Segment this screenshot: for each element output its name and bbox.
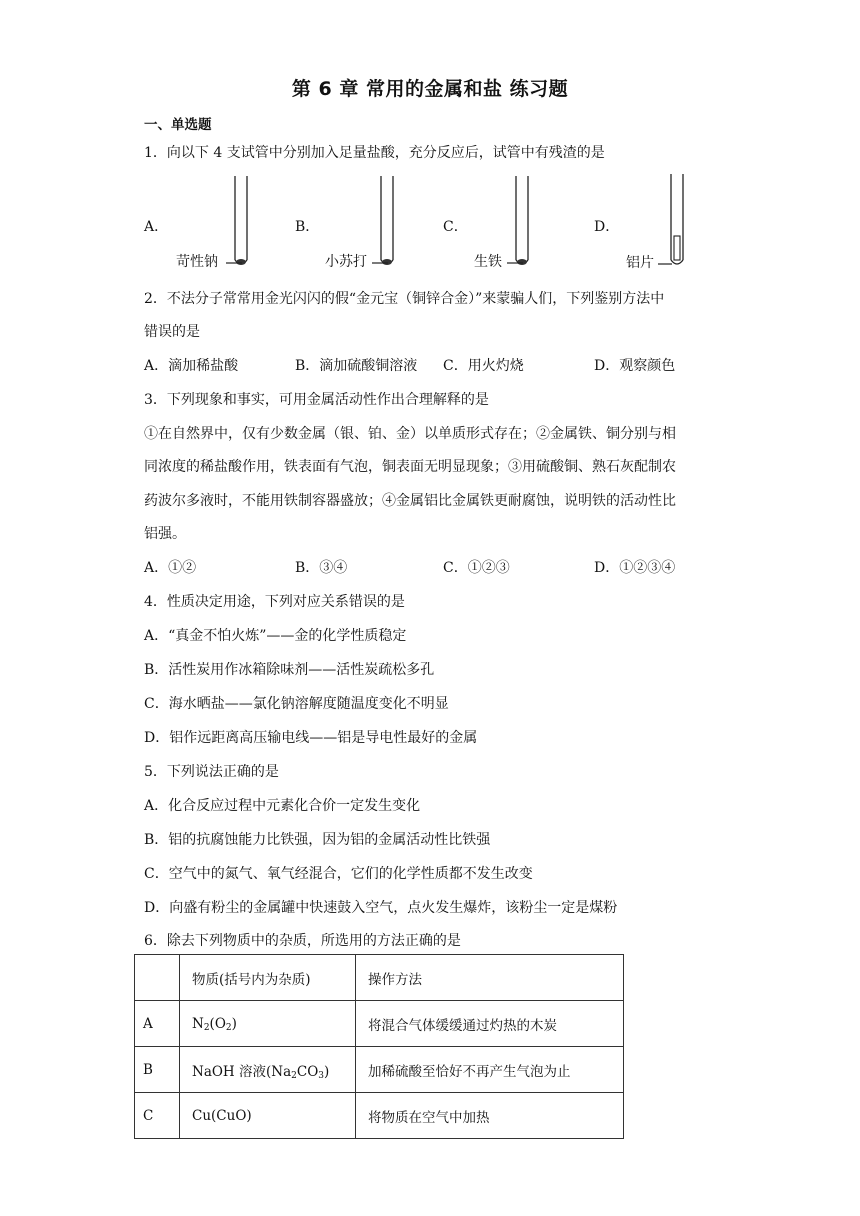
q5-option-a: A．化合反应过程中元素化合价一定发生变化 — [144, 798, 421, 814]
q5-option-c: C．空气中的氮气、氧气经混合，它们的化学性质都不发生改变 — [144, 866, 533, 882]
label-pointer-d — [658, 261, 674, 267]
q1-option-a-label: 苛性钠 — [176, 254, 218, 270]
q5-stem: 5．下列说法正确的是 — [144, 764, 279, 780]
q1-option-c-label: 生铁 — [474, 254, 502, 270]
q1-option-d-label: 铝片 — [626, 255, 654, 271]
table-header-row — [135, 955, 624, 1001]
q6-table — [134, 954, 624, 1139]
row-substance: NaOH 溶液$(Na_2CO_3)$ — [180, 1047, 356, 1093]
q5-option-d: D．向盛有粉尘的金属罐中快速鼓入空气，点火发生爆炸，该粉尘一定是煤粉 — [144, 900, 618, 916]
row-key: C — [135, 1093, 180, 1139]
q1-option-a-letter: A． — [144, 219, 169, 235]
label-pointer-c — [507, 260, 525, 266]
q3-body-line-1: ①在自然界中，仅有少数金属（银、铂、金）以单质形式存在；②金属铁、铜分别与相 — [144, 426, 676, 442]
q1-option-c-letter: C． — [443, 219, 468, 235]
q1-stem: 1．向以下 4 支试管中分别加入足量盐酸，充分反应后，试管中有残渣的是 — [144, 145, 605, 161]
q2-stem-line-2: 错误的是 — [144, 324, 200, 340]
label-pointer-b — [372, 260, 390, 266]
test-tube-c-icon — [513, 174, 537, 270]
table-header-cell: 物质(括号内为杂质) — [180, 955, 356, 1001]
q1-option-b-label: 小苏打 — [325, 254, 367, 270]
q4-option-a: A．“真金不怕火炼”——金的化学性质稳定 — [144, 628, 407, 644]
row-method: 加稀硫酸至恰好不再产生气泡为止 — [356, 1047, 624, 1093]
row-substance: Cu(CuO) — [180, 1093, 356, 1139]
q4-stem: 4．性质决定用途，下列对应关系错误的是 — [144, 594, 405, 610]
q2-option-a: A．滴加稀盐酸 — [144, 358, 239, 374]
q6-stem: 6．除去下列物质中的杂质，所选用的方法正确的是 — [144, 933, 461, 949]
label-pointer-a — [226, 260, 244, 266]
q3-option-c: C．①②③ — [443, 560, 510, 576]
q2-stem-line-1: 2．不法分子常常用金光闪闪的假“金元宝（铜锌合金）”来蒙骗人们，下列鉴别方法中 — [144, 291, 665, 307]
q2-option-c: C．用火灼烧 — [443, 358, 524, 374]
q2-option-b: B．滴加硫酸铜溶液 — [295, 358, 418, 374]
test-tube-b-icon — [378, 174, 402, 270]
q4-option-b: B．活性炭用作冰箱除味剂——活性炭疏松多孔 — [144, 662, 435, 678]
q3-option-b: B．③④ — [295, 560, 348, 576]
test-tube-a-icon — [232, 174, 256, 270]
row-method: 将混合气体缓缓通过灼热的木炭 — [356, 1001, 624, 1047]
section-heading: 一、单选题 — [144, 117, 212, 133]
row-substance: $N_2(O_2)$ — [180, 1001, 356, 1047]
q5-option-b: B．铝的抗腐蚀能力比铁强，因为铝的金属活动性比铁强 — [144, 832, 491, 848]
row-key: A — [135, 1001, 180, 1047]
table-row — [135, 1001, 624, 1047]
q4-option-d: D．铝作远距离高压输电线——铝是导电性最好的金属 — [144, 730, 478, 746]
q3-option-d: D．①②③④ — [594, 560, 676, 576]
q3-body-line-4: 铝强。 — [144, 526, 186, 542]
q3-body-line-2: 同浓度的稀盐酸作用，铁表面有气泡，铜表面无明显现象；③用硫酸铜、熟石灰配制农 — [144, 459, 676, 475]
row-method: 将物质在空气中加热 — [356, 1093, 624, 1139]
page-title: 第 6 章 常用的金属和盐 练习题 — [291, 78, 569, 100]
q3-option-a: A．①② — [144, 560, 197, 576]
table-header-cell: 操作方法 — [356, 955, 624, 1001]
q3-body-line-3: 药波尔多液时，不能用铁制容器盛放；④金属铝比金属铁更耐腐蚀，说明铁的活动性比 — [144, 493, 676, 509]
q4-option-c: C．海水晒盐——氯化钠溶解度随温度变化不明显 — [144, 696, 449, 712]
table-row — [135, 1093, 624, 1139]
q1-option-d-letter: D． — [594, 219, 620, 235]
table-row — [135, 1047, 624, 1093]
q1-option-b-letter: B． — [295, 219, 320, 235]
q3-stem: 3．下列现象和事实，可用金属活动性作出合理解释的是 — [144, 392, 489, 408]
test-tube-d-icon — [668, 172, 692, 270]
table-header-cell — [135, 955, 180, 1001]
q2-option-d: D．观察颜色 — [594, 358, 676, 374]
row-key: B — [135, 1047, 180, 1093]
